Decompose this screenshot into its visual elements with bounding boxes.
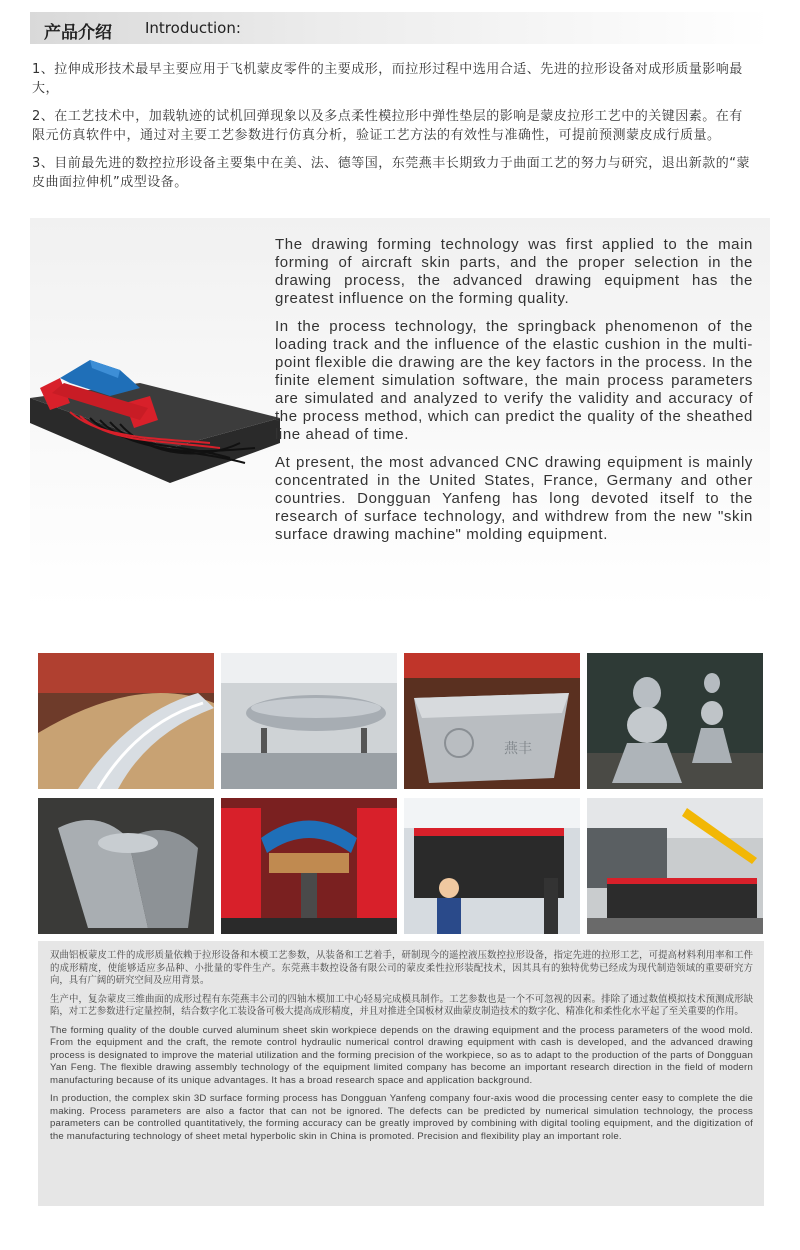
description-cn-2: 生产中，复杂蒙皮三维曲面的成形过程有东莞燕丰公司的四轴木模加工中心轻易完成模具制作。工艺参数也是一个不可忽视的因素。排除了通过数值模拟技术预测成形缺陷，对工艺参数进行定量控制，结合数字化工装设备可极大提高成形精度，并且对推进全国板材双曲蒙皮制造技术的数字化、精准化和柔性化水平起了至关重要的作用。 xyxy=(50,993,753,1017)
photo-worker-equipment xyxy=(404,798,580,934)
photo-curved-panel xyxy=(38,653,214,789)
description-panel xyxy=(38,941,764,1206)
machine-image xyxy=(30,348,280,488)
intro-paragraph-3: 3、目前最先进的数控拉形设备主要集中在美、法、德等国，东莞燕丰长期致力于曲面工艺的努力与研究，退出新款的“蒙皮曲面拉伸机”成型设备。 xyxy=(32,156,751,190)
description-en-2: In production, the complex skin 3D surface forming process has Dongguan Yanfeng company four-axis wood die processing center easy to complete the die making. Process parameters are also a factor that can not be ignored. The defects can be predicted by numerical simulation technology, the process parameters can be controlled quantitatively, the forming accuracy can be greatly improved by combining with digital tooling equipment, and the digitization of the manufacturing technology of sheet metal hyperbolic skin in China is promoted. Precision and flexibility play an important role. xyxy=(50,1093,753,1142)
photo-crane-loading xyxy=(587,798,763,934)
intro-paragraph-1: 1、拉伸成形技术最早主要应用于飞机蒙皮零件的主要成形，而拉形过程中选用合适、先进的拉形设备对成形质量影响最大， xyxy=(32,62,743,96)
photo-aluminum-mold xyxy=(404,653,580,789)
photo-metal-pillars xyxy=(587,653,763,789)
feature-paragraph-2: In the process technology, the springback phenomenon of the loading track and the influence of the elastic cushion in the multi-point flexible die drawing are the key factors in the process. In the finite element simulation software, the main process parameters are simulated and analyzed to verify the validity and accuracy of the process method, which can predict the quality of the sheathed line ahead of time. xyxy=(275,318,753,443)
photo-aircraft-fuselage xyxy=(221,653,397,789)
photo-grid xyxy=(38,653,764,934)
description-cn-1: 双曲铝板蒙皮工件的成形质量依赖于拉形设备和木模工艺参数，从装备和工艺着手，研制现今的遥控液压数控拉形设备，指定先进的拉形工艺，可提高材料利用率和工件的成形精度，使能够适应多品种、小批量的零件生产。东莞燕丰数控设备有限公司的蒙皮柔性拉形装配技术，因其具有的独特优势已经成为现代制造领域的重要研究方向，具有广阔的研究空间及应用背景。 xyxy=(50,950,753,986)
intro-text xyxy=(32,60,752,201)
feature-paragraph-3: At present, the most advanced CNC drawing equipment is mainly concentrated in the United States, France, Germany and other countries. Dongguan Yanfeng has long devoted itself to the research of surface technology, and withdrew from the new "skin surface drawing machine" molding equipment. xyxy=(275,454,753,543)
feature-paragraph-1: The drawing forming technology was first applied to the main forming of aircraft skin parts, and the proper selection in the drawing process, the advanced drawing equipment has the greatest influence on the forming quality. xyxy=(275,236,753,307)
intro-paragraph-2: 2、在工艺技术中，加载轨迹的试机回弹现象以及多点柔性模拉形中弹性垫层的影响是蒙皮拉形工艺中的关键因素。在有限元仿真软件中，通过对主要工艺参数进行仿真分析，验证工艺方法的有效性与准确性，可提前预测蒙皮成行质量。 xyxy=(32,109,743,143)
section-title: 产品介绍 xyxy=(44,23,112,43)
section-subtitle: Introduction: xyxy=(145,19,241,37)
feature-block xyxy=(30,218,770,608)
photo-formed-part xyxy=(38,798,214,934)
feature-text xyxy=(275,236,753,554)
section-header xyxy=(30,12,770,44)
description-en-1: The forming quality of the double curved aluminum sheet skin workpiece depends on the drawing equipment and the process parameters of the wood mold. From the equipment and the craft, the remote control hydraulic numerical control drawing equipment with cash is developed, and the advanced drawing process is designated to improve the material utilization and the forming precision of the workpiece, so as to adapt to the production of the parts of Dongguan Yan Feng. The flexible drawing assembly technology of the equipment limited company has become an important research direction in the field of modern manufacturing because of its unique advantages. It has a broad research space and application background. xyxy=(50,1024,753,1086)
photo-drawing-press xyxy=(221,798,397,934)
svg-text:燕丰: 燕丰 xyxy=(504,741,532,757)
